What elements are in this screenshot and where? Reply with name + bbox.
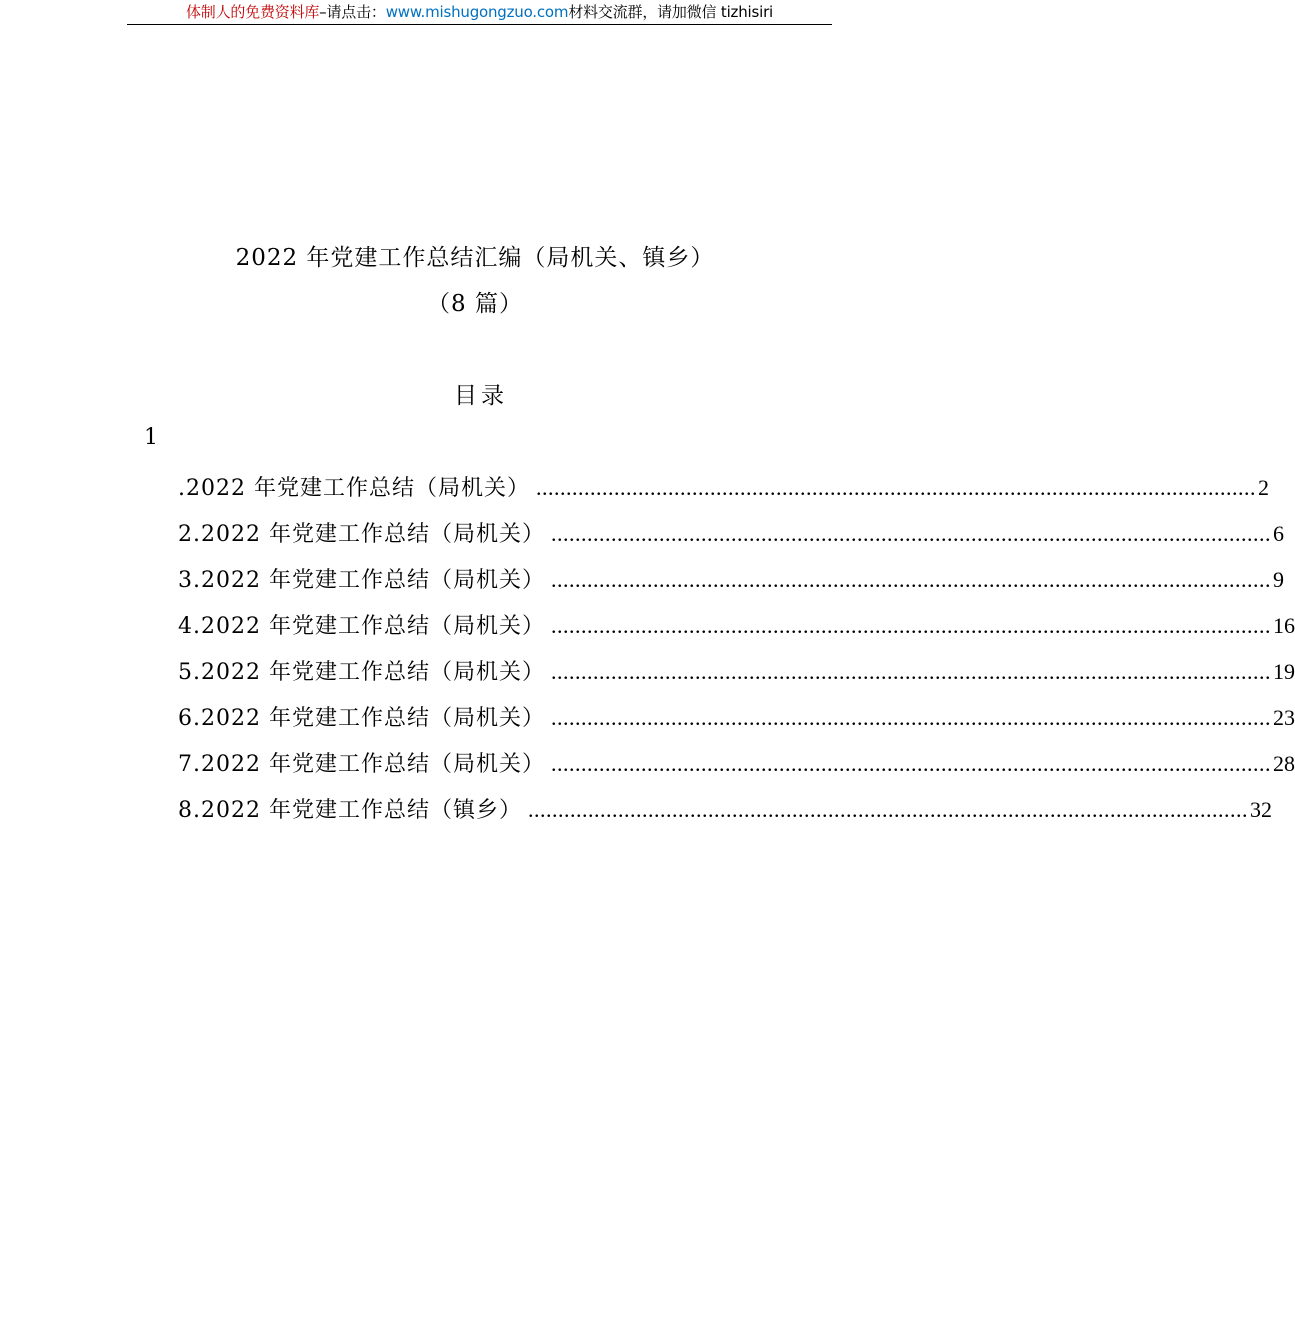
header-brand: 体制人的免费资料库	[185, 3, 320, 21]
table-of-contents	[178, 472, 1295, 840]
toc-entry-page: 19	[1272, 659, 1295, 684]
toc-heading: 目录	[454, 383, 508, 409]
toc-leader-dots: ........................................................................................................................	[550, 659, 1271, 684]
toc-leader-dots: ........................................................................................................................	[550, 751, 1271, 776]
toc-leader-dots: ........................................................................................................................	[550, 521, 1271, 546]
toc-leader-dots: ........................................................................................................................	[550, 613, 1271, 638]
toc-entry-title: 4.2022 年党建工作总结（局机关）	[178, 614, 545, 639]
header-url-link[interactable]: www.mishugongzuo.com	[385, 3, 569, 21]
toc-entry-page: 16	[1272, 613, 1295, 638]
toc-leader-dots: ........................................................................................................................	[550, 705, 1271, 730]
toc-entry[interactable]	[178, 610, 1295, 656]
toc-entry-title: 2.2022 年党建工作总结（局机关）	[178, 522, 545, 547]
toc-entry-page: 28	[1272, 751, 1295, 776]
toc-entry[interactable]	[178, 794, 1272, 840]
toc-leader-dots: ........................................................................................................................	[535, 475, 1256, 500]
toc-entry-page: 23	[1272, 705, 1295, 730]
toc-stray-number: 1	[144, 425, 158, 450]
toc-entry[interactable]	[178, 748, 1295, 794]
toc-entry-page: 32	[1249, 797, 1272, 822]
toc-leader-dots: ........................................................................................................................	[550, 567, 1271, 592]
toc-entry-title: 7.2022 年党建工作总结（局机关）	[178, 752, 545, 777]
toc-entry[interactable]	[178, 472, 1269, 518]
toc-entry-title: 5.2022 年党建工作总结（局机关）	[178, 660, 545, 685]
header-tail: 材料交流群，请加微信 tizhisiri	[568, 3, 774, 21]
toc-leader-dots: ........................................................................................................................	[527, 797, 1248, 822]
document-title: 2022 年党建工作总结汇编（局机关、镇乡）	[235, 245, 715, 271]
toc-entry-page: 9	[1272, 567, 1284, 592]
toc-entry[interactable]	[178, 518, 1284, 564]
toc-entry[interactable]	[178, 656, 1295, 702]
toc-entry-title: 3.2022 年党建工作总结（局机关）	[178, 568, 545, 593]
header-click-prompt: –请点击：	[319, 3, 386, 21]
page-header	[127, 0, 832, 25]
toc-entry-title: 6.2022 年党建工作总结（局机关）	[178, 706, 545, 731]
document-subtitle: （8 篇）	[427, 291, 523, 317]
toc-entry[interactable]	[178, 564, 1284, 610]
toc-entry-page: 6	[1272, 521, 1284, 546]
toc-entry-page: 2	[1257, 475, 1269, 500]
toc-entry[interactable]	[178, 702, 1295, 748]
toc-entry-title: .2022 年党建工作总结（局机关）	[178, 476, 530, 501]
toc-entry-title: 8.2022 年党建工作总结（镇乡）	[178, 798, 522, 823]
